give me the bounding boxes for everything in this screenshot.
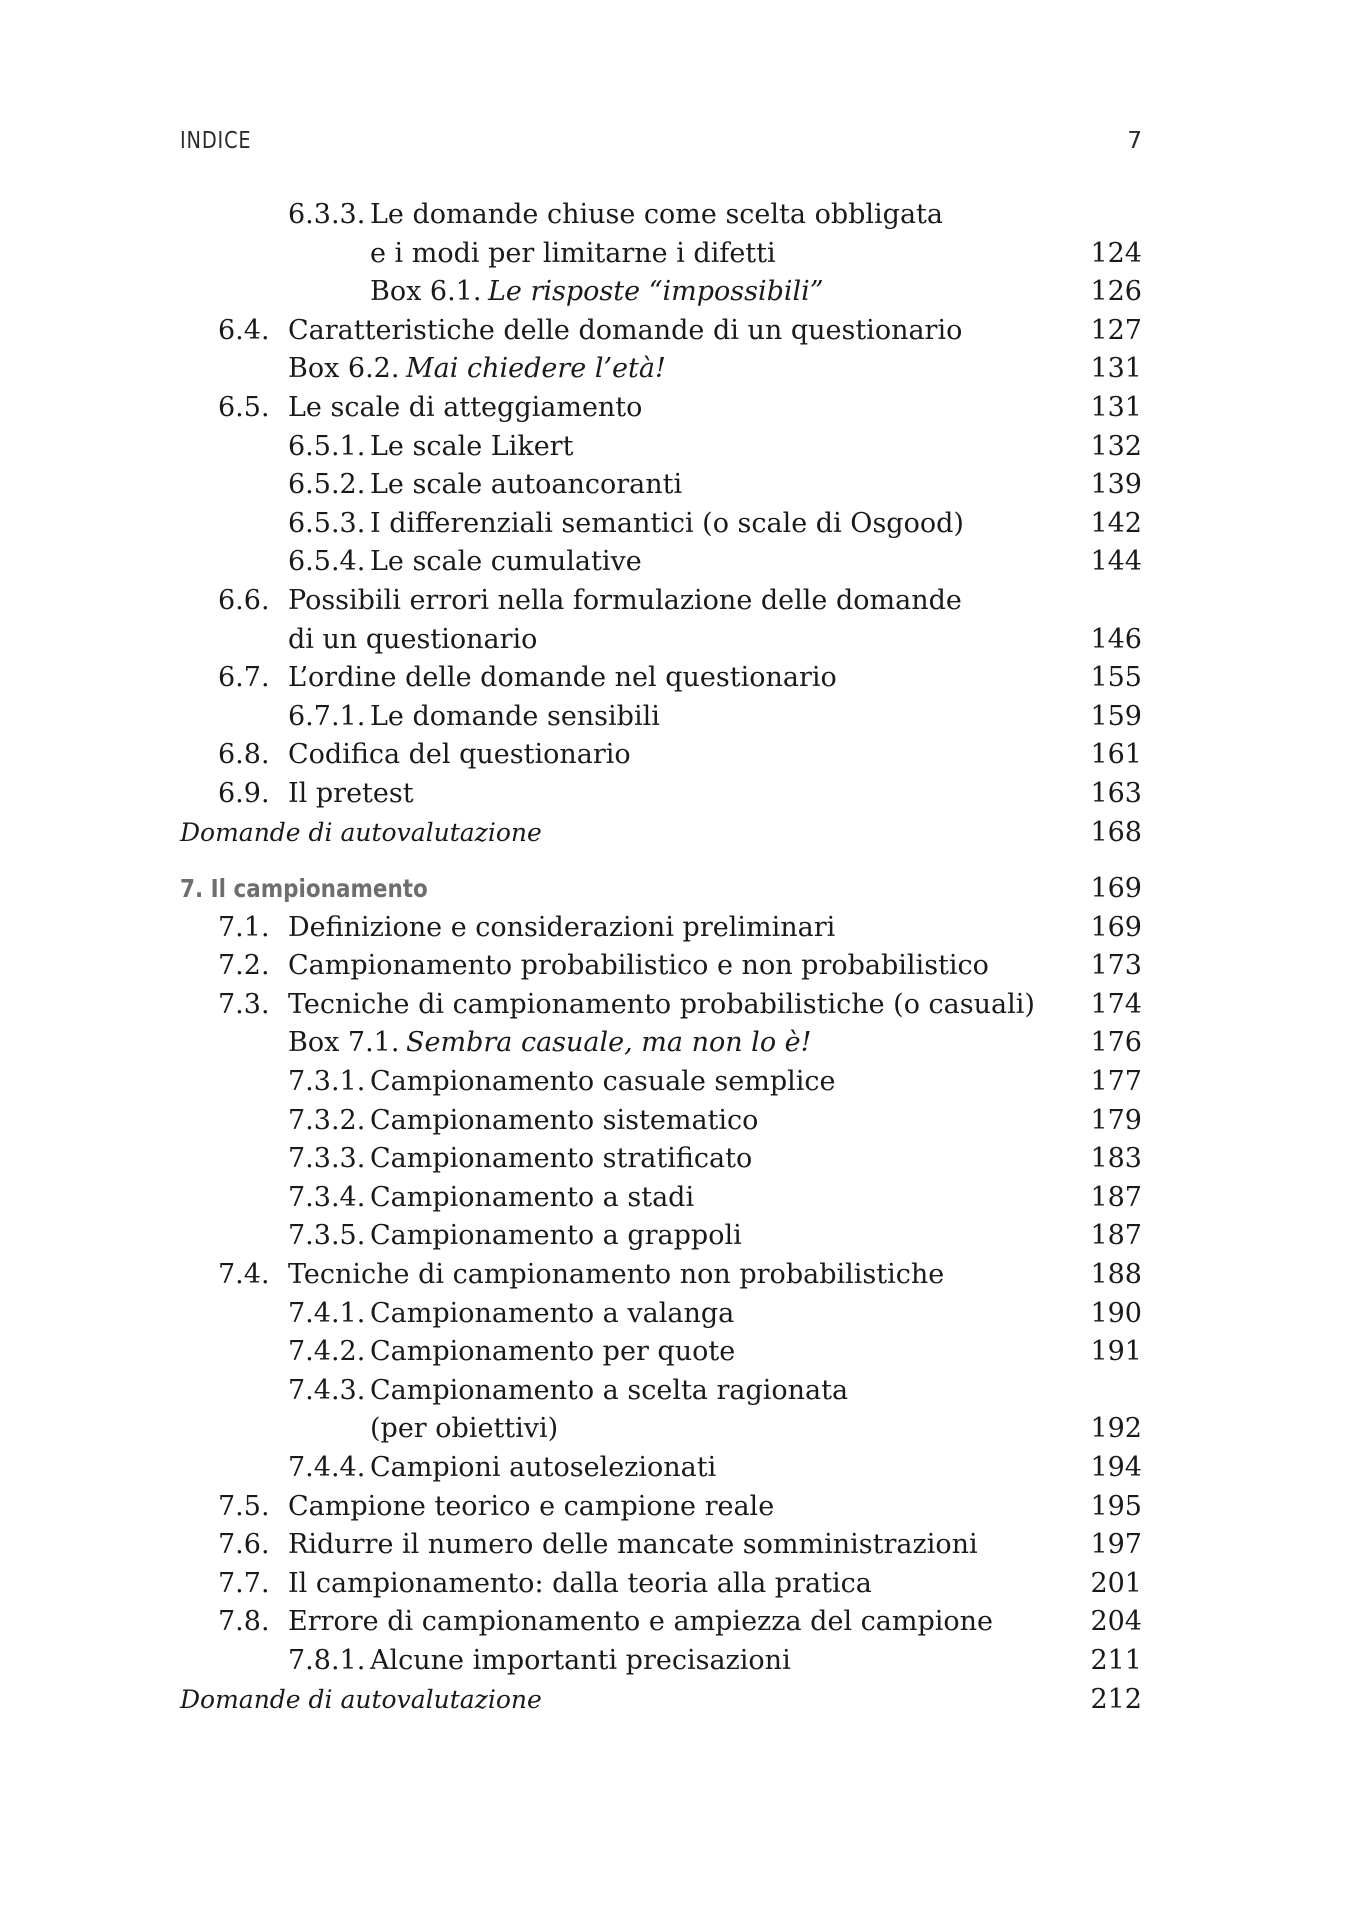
toc-entry xyxy=(180,1333,1142,1372)
entry-page-number: 204 xyxy=(1090,1606,1142,1638)
toc-entry xyxy=(180,389,1142,428)
entry-page-number: 131 xyxy=(1090,353,1142,385)
toc-entry xyxy=(180,235,1142,274)
entry-title: Campione teorico e campione reale xyxy=(288,1490,775,1522)
toc-entry xyxy=(180,947,1142,986)
toc-entry xyxy=(180,1565,1142,1604)
toc-entry xyxy=(180,698,1142,737)
entry-page-number: 192 xyxy=(1090,1413,1142,1445)
entry-title: Campionamento a grappoli xyxy=(370,1220,742,1252)
box-title: Mai chiedere l’età! xyxy=(406,353,666,385)
entry-page-number: 163 xyxy=(1090,777,1142,809)
entry-title: Le domande chiuse come scelta obbligata xyxy=(370,199,943,230)
entry-page-number: 146 xyxy=(1090,623,1142,655)
entry-page-number: 183 xyxy=(1090,1143,1142,1175)
entry-number: 6.7. xyxy=(218,662,270,694)
entry-page-number: 174 xyxy=(1090,988,1142,1020)
entry-page-number: 168 xyxy=(1090,816,1142,848)
entry-number: 7.3.2. xyxy=(288,1104,366,1136)
entry-page-number: 197 xyxy=(1090,1529,1142,1561)
entry-page-number: 173 xyxy=(1090,950,1142,982)
entry-page-number: 124 xyxy=(1090,237,1142,269)
toc-entry xyxy=(180,466,1142,505)
toc-entry xyxy=(180,196,1142,235)
entry-number: 7.3.1. xyxy=(288,1066,366,1098)
toc-entry xyxy=(180,1449,1142,1488)
entry-number: 6.5.1. xyxy=(288,430,366,462)
entry-page-number: 159 xyxy=(1090,700,1142,732)
entry-page-number: 131 xyxy=(1090,391,1142,423)
entry-title: Campionamento stratificato xyxy=(370,1143,753,1175)
entry-page-number: 144 xyxy=(1090,546,1142,578)
toc-entry xyxy=(180,909,1142,948)
entry-number: 7.2. xyxy=(218,950,270,982)
entry-page-number: 194 xyxy=(1090,1452,1142,1483)
entry-number: 6.8. xyxy=(218,739,270,771)
entry-title: Errore di campionamento e ampiezza del campione xyxy=(288,1606,994,1638)
entry-number: 6.5.4. xyxy=(288,546,366,578)
toc-entry xyxy=(180,1642,1142,1681)
entry-title: L’ordine delle domande nel questionario xyxy=(288,662,837,694)
entry-number: 7.3.3. xyxy=(288,1143,366,1175)
toc-entry xyxy=(180,986,1142,1025)
entry-title: Le scale di atteggiamento xyxy=(288,391,643,423)
entry-title: di un questionario xyxy=(288,623,538,655)
entry-title: Il pretest xyxy=(288,777,414,809)
entry-page-number: 127 xyxy=(1090,314,1142,346)
box-entry xyxy=(180,273,1142,312)
entry-page-number: 190 xyxy=(1090,1297,1142,1329)
entry-page-number: 132 xyxy=(1090,430,1142,462)
toc-entry xyxy=(180,1102,1142,1141)
entry-number: 6.6. xyxy=(218,584,270,616)
table-of-contents xyxy=(180,196,1142,1719)
entry-title: (per obiettivi) xyxy=(370,1413,559,1445)
entry-title: Campionamento a valanga xyxy=(370,1297,735,1329)
entry-title: Le domande sensibili xyxy=(370,700,660,732)
toc-entry xyxy=(180,1372,1142,1411)
self-evaluation-entry xyxy=(180,814,1142,853)
entry-number: 6.3.3. xyxy=(288,199,366,230)
entry-number: 7.7. xyxy=(218,1567,270,1599)
entry-title: Le scale cumulative xyxy=(370,546,642,578)
toc-entry xyxy=(180,1256,1142,1295)
entry-number: 6.5. xyxy=(218,391,270,423)
entry-page-number: 177 xyxy=(1090,1066,1142,1098)
entry-title: Campionamento sistematico xyxy=(370,1104,759,1136)
entry-number: 7.1. xyxy=(218,911,270,943)
entry-title: Le scale Likert xyxy=(370,430,574,462)
chapter-entry xyxy=(180,870,1142,909)
entry-page-number: 169 xyxy=(1090,911,1142,943)
entry-number: 6.9. xyxy=(218,777,270,809)
toc-entry xyxy=(180,1063,1142,1102)
entry-number: 7.8.1. xyxy=(288,1644,366,1676)
entry-page-number: 142 xyxy=(1090,507,1142,539)
box-title: Sembra casuale, ma non lo è! xyxy=(406,1027,812,1059)
entry-number: 7.4. xyxy=(218,1259,270,1291)
entry-title: Le scale autoancoranti xyxy=(370,469,683,501)
entry-title: Codifica del questionario xyxy=(288,739,631,771)
entry-number: 7.8. xyxy=(218,1606,270,1638)
entry-title: Domande di autovalutazione xyxy=(180,1684,542,1714)
entry-number: 7.5. xyxy=(218,1490,270,1522)
entry-title: Domande di autovalutazione xyxy=(180,817,542,847)
toc-entry xyxy=(180,775,1142,814)
toc-entry xyxy=(180,659,1142,698)
entry-title: I differenziali semantici (o scale di Osgood) xyxy=(370,507,964,539)
toc-entry xyxy=(180,1179,1142,1218)
entry-page-number: 191 xyxy=(1090,1336,1142,1368)
entry-title: Campionamento a stadi xyxy=(370,1181,695,1213)
entry-title: Ridurre il numero delle mancate somministrazioni xyxy=(288,1529,978,1561)
entry-title: Il campionamento: dalla teoria alla pratica xyxy=(288,1567,872,1599)
entry-title: Possibili errori nella formulazione delle domande xyxy=(288,584,962,616)
toc-entry xyxy=(180,1217,1142,1256)
entry-title: Campionamento per quote xyxy=(370,1336,736,1368)
entry-number: 7.4.1. xyxy=(288,1297,366,1329)
entry-page-number: 139 xyxy=(1090,469,1142,501)
toc-entry xyxy=(180,1410,1142,1449)
entry-number: 7.4.3. xyxy=(288,1374,366,1406)
box-number: Box 6.2. xyxy=(288,353,400,385)
toc-entry xyxy=(180,428,1142,467)
entry-title: Tecniche di campionamento probabilistiche (o casuali) xyxy=(288,988,1035,1020)
entry-number: 6.5.2. xyxy=(288,469,366,501)
entry-page-number: 195 xyxy=(1090,1490,1142,1522)
entry-page-number: 161 xyxy=(1090,739,1142,771)
toc-entry xyxy=(180,1526,1142,1565)
toc-entry xyxy=(180,1140,1142,1179)
entry-title: Definizione e considerazioni preliminari xyxy=(288,911,836,943)
running-header-title: INDICE xyxy=(180,128,252,154)
entry-title: Campionamento a scelta ragionata xyxy=(370,1374,849,1406)
box-title: Le risposte “impossibili” xyxy=(488,276,824,308)
entry-number: 6.4. xyxy=(218,314,270,346)
entry-number: 6.5.3. xyxy=(288,507,366,539)
box-number: Box 6.1. xyxy=(370,276,482,308)
entry-page-number: 169 xyxy=(1090,873,1142,905)
toc-entry xyxy=(180,312,1142,351)
entry-number: 7.4.2. xyxy=(288,1336,366,1368)
box-entry xyxy=(180,350,1142,389)
entry-title: Alcune importanti precisazioni xyxy=(370,1644,791,1676)
toc-entry xyxy=(180,1603,1142,1642)
entry-title: Campionamento casuale semplice xyxy=(370,1066,836,1098)
page-header xyxy=(180,128,1142,164)
entry-page-number: 179 xyxy=(1090,1104,1142,1136)
toc-entry xyxy=(180,543,1142,582)
entry-page-number: 176 xyxy=(1090,1027,1142,1059)
entry-page-number: 212 xyxy=(1090,1683,1142,1715)
toc-entry xyxy=(180,582,1142,621)
page-number: 7 xyxy=(1127,128,1142,154)
entry-title: Campioni autoselezionati xyxy=(370,1452,717,1483)
entry-title: Caratteristiche delle domande di un questionario xyxy=(288,314,963,346)
toc-entry xyxy=(180,736,1142,775)
entry-number: 7.3. xyxy=(218,988,270,1020)
entry-title: Tecniche di campionamento non probabilistiche xyxy=(288,1259,945,1291)
self-evaluation-entry xyxy=(180,1681,1142,1720)
entry-page-number: 187 xyxy=(1090,1220,1142,1252)
entry-page-number: 201 xyxy=(1090,1567,1142,1599)
box-entry xyxy=(180,1024,1142,1063)
chapter-title: 7. Il campionamento xyxy=(180,874,428,904)
entry-number: 7.4.4. xyxy=(288,1452,366,1483)
box-number: Box 7.1. xyxy=(288,1027,400,1059)
entry-page-number: 126 xyxy=(1090,276,1142,308)
entry-number: 6.7.1. xyxy=(288,700,366,732)
toc-entry xyxy=(180,621,1142,660)
entry-number: 7.6. xyxy=(218,1529,270,1561)
entry-page-number: 188 xyxy=(1090,1259,1142,1291)
toc-entry xyxy=(180,1295,1142,1334)
toc-entry xyxy=(180,1488,1142,1527)
entry-page-number: 211 xyxy=(1090,1644,1142,1676)
entry-title: e i modi per limitarne i difetti xyxy=(370,237,776,269)
entry-number: 7.3.5. xyxy=(288,1220,366,1252)
toc-entry xyxy=(180,505,1142,544)
entry-number: 7.3.4. xyxy=(288,1181,366,1213)
entry-page-number: 187 xyxy=(1090,1181,1142,1213)
entry-title: Campionamento probabilistico e non probabilistico xyxy=(288,950,989,982)
entry-page-number: 155 xyxy=(1090,662,1142,694)
